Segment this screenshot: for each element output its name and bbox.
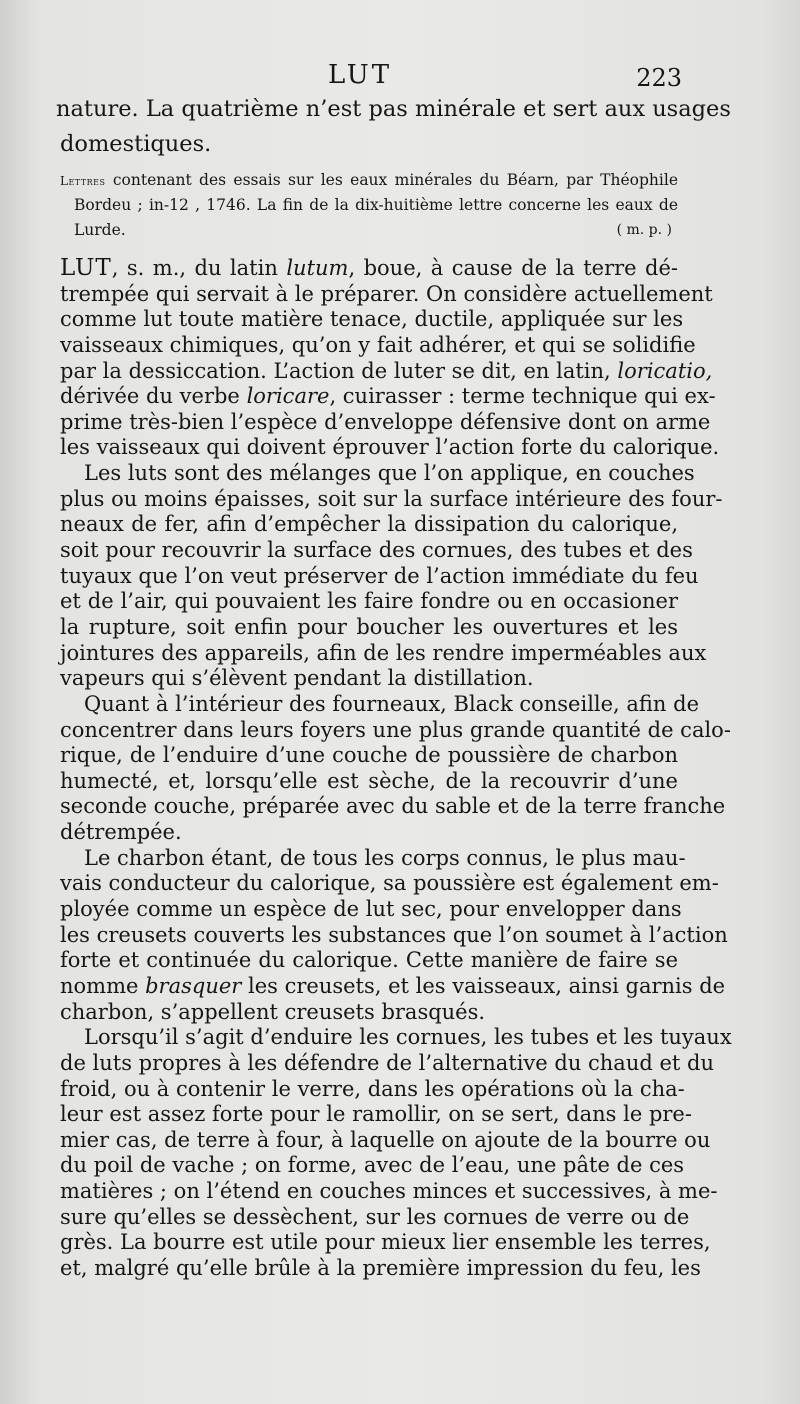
text-line: jointures des appareils, afin de les rendre imperméables aux [60,640,707,665]
text-line: dérivée du verbe loricare, cuirasser : terme technique qui ex- [60,384,716,409]
text-line: du poil de vache ; on forme, avec de l’eau, une pâte de ces [60,1153,685,1178]
text-line: vaisseaux chimiques, qu’on y fait adhérer, et qui se solidifie [60,332,696,357]
text-line: et de l’air, qui pouvaient les faire fondre ou en occasioner [60,589,678,614]
text-line: Le charbon étant, de tous les corps connus, le plus mau- [84,845,686,870]
page-number: 223 [636,64,682,92]
text-line: nomme brasquer les creusets, et les vaisseaux, ainsi garnis de [60,973,726,998]
text-line: les creusets couverts les substances que l’on soumet à l’action [60,922,728,947]
text-line: froid, ou à contenir le verre, dans les opérations où la cha- [60,1076,685,1101]
text-line: Les luts sont des mélanges que l’on applique, en couches [84,461,695,486]
text-line: Bordeu ; in-12 , 1746. La fin de la dix-huitième lettre concerne les eaux de [74,196,678,214]
article-lut [60,255,732,1282]
text-line: Lurde. ( m. p. ) [60,218,678,243]
text-line: prime très-bien l’espèce d’enveloppe défensive dont on arme [60,409,711,434]
text-line: vapeurs qui s’élèvent pendant la distillation. [60,666,534,691]
text-line: comme lut toute matière tenace, ductile, appliquée sur les [60,307,684,332]
bibliography-label: Lettres [60,174,106,188]
text-line: nature. La quatrième n’est pas minérale et sert aux usages [56,96,731,122]
text-line: de luts propres à les défendre de l’alternative du chaud et du [60,1050,714,1075]
text-line: la rupture, soit enfin pour boucher les ouvertures et les [60,614,678,639]
text-line: trempée qui servait à le préparer. On considère actuellement [60,281,713,306]
text-line: ployée comme un espèce de lut sec, pour envelopper dans [60,897,682,922]
text-line: tuyaux que l’on veut préserver de l’action immédiate du feu [60,563,699,588]
text-line: grès. La bourre est utile pour mieux lier ensemble les terres, [60,1230,711,1255]
page-header [0,56,800,96]
headword: LUT [60,255,112,281]
text-line: les vaisseaux qui doivent éprouver l’action forte du calorique. [60,435,720,460]
text-line: humecté, et, lorsqu’elle est sèche, de la recouvrir d’une [60,768,678,793]
text-line: neaux de fer, afin d’empêcher la dissipation du calorique, [60,512,678,537]
text-line: soit pour recouvrir la surface des cornues, des tubes et des [60,538,693,563]
author-signature: ( m. p. ) [616,222,672,238]
text-line: domestiques. [60,131,212,157]
bibliography-entry [60,168,678,243]
running-title: LUT [327,60,393,90]
text-line: détrempée. [60,820,182,845]
text-line: rique, de l’enduire d’une couche de poussière de charbon [60,743,678,768]
text-line: Quant à l’intérieur des fourneaux, Black conseille, afin de [84,691,699,716]
text-line: plus ou moins épaisses, soit sur la surface intérieure des four- [60,486,723,511]
text-line: Lorsqu’il s’agit d’enduire les cornues, les tubes et les tuyaux [84,1025,732,1050]
text-line: forte et continuée du calorique. Cette manière de faire se [60,948,678,973]
text-line: mier cas, de terre à four, à laquelle on ajoute de la bourre ou [60,1127,711,1152]
text-line: charbon, s’appellent creusets brasqués. [60,999,486,1024]
text-line: Lettres contenant des essais sur les eaux minérales du Béarn, par Théophile [60,171,678,189]
text-line: par la dessiccation. L’action de luter se dit, en latin, loricatio, [60,358,713,383]
text-line: matières ; on l’étend en couches minces et successives, à me- [60,1179,718,1204]
text-line: seconde couche, préparée avec du sable et de la terre franche [60,794,726,819]
carryover-paragraph [56,92,731,162]
text-line: leur est assez forte pour le ramollir, on se sert, dans le pre- [60,1102,692,1127]
text-line: vais conducteur du calorique, sa poussière est également em- [60,871,719,896]
text-line: et, malgré qu’elle brûle à la première impression du feu, les [60,1255,701,1280]
text-line: concentrer dans leurs foyers une plus grande quantité de calo- [60,717,731,742]
text-line: sure qu’elles se dessèchent, sur les cornues de verre ou de [60,1204,690,1229]
text-line: LUT, s. m., du latin lutum, boue, à cause de la terre dé- [60,255,679,281]
